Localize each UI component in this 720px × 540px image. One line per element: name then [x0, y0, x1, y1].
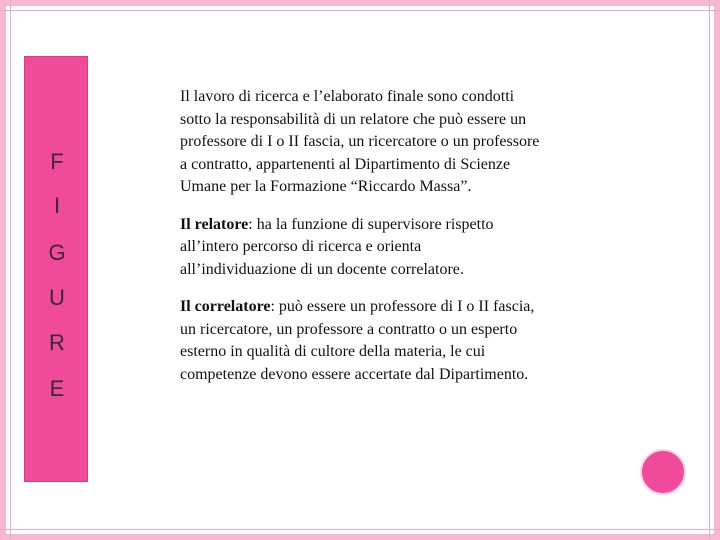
sidebar-letter: F — [50, 149, 64, 174]
term-relatore: Il relatore — [180, 215, 249, 233]
sidebar-letter: R — [49, 330, 65, 355]
term-correlatore: Il correlatore — [180, 298, 271, 315]
frame-top-border — [0, 0, 720, 6]
sidebar-letter: G — [48, 240, 66, 265]
frame-inner-line-right — [709, 0, 710, 540]
sidebar-letter: E — [49, 376, 65, 401]
main-content — [180, 86, 540, 386]
decorative-circle — [640, 449, 686, 495]
sidebar-letter: I — [53, 193, 61, 218]
relatore-description: : ha la funzione di supervisore rispetto all’intero percorso di ricerca e orienta all’individuazione di un docente correlatore. — [180, 215, 494, 278]
frame-inner-line-top — [0, 10, 720, 11]
frame-bottom-border — [0, 534, 720, 540]
frame-inner-line-left — [10, 0, 11, 540]
frame-left-border — [0, 0, 6, 540]
frame-inner-line-bottom — [0, 529, 720, 530]
sidebar-panel — [24, 56, 88, 482]
paragraph-relatore — [180, 214, 540, 282]
frame-right-border — [714, 0, 720, 540]
paragraph-intro: Il lavoro di ricerca e l’elaborato finale sono condotti sotto la responsabilità di un relatore che può essere un professore di I o II fascia, un ricercatore o un professore a contratto, appartenenti al Dipartimento di Scienze Umane per la Formazione “Riccardo Massa”. — [180, 88, 540, 195]
correlatore-description: : può essere un professore di I o II fascia, un ricercatore, un professore a contratto o un esperto esterno in qualità di cultore della materia, le cui competenze devono essere accertate dal Dipartimento. — [180, 298, 535, 383]
sidebar-letter: U — [49, 285, 65, 310]
paragraph-correlatore — [180, 296, 540, 386]
